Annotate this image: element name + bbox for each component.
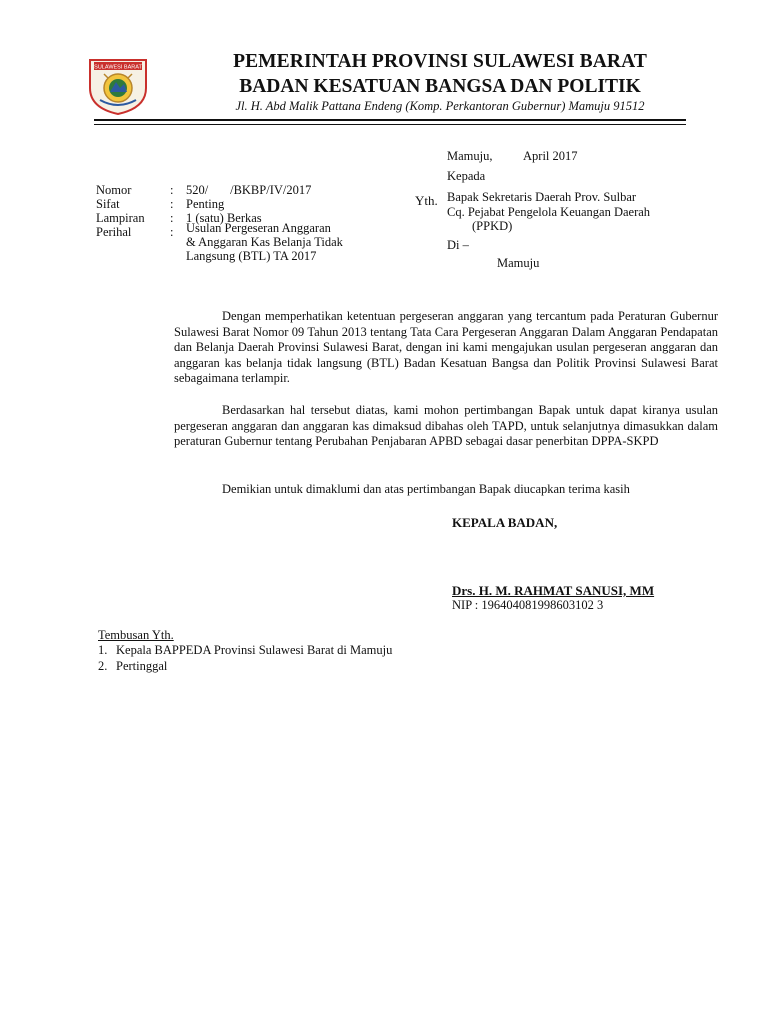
meta-sep-perihal: : (170, 225, 174, 239)
signature-title: KEPALA BADAN, (452, 515, 558, 530)
agency-address: Jl. H. Abd Malik Pattana Endeng (Komp. Perkantoran Gubernur) Mamuju 91512 (235, 99, 645, 113)
government-name: PEMERINTAH PROVINSI SULAWESI BARAT (233, 51, 647, 72)
letterhead-rule-thin (94, 124, 686, 125)
tembusan-num-2: 2. (98, 659, 108, 673)
meta-sep-lampiran: : (170, 211, 174, 225)
logo-lettering: SULAWESI BARAT (94, 64, 142, 71)
tembusan-item-1: Kepala BAPPEDA Provinsi Sulawesi Barat di Mamuju (116, 643, 393, 657)
meta-label-lampiran: Lampiran (96, 211, 145, 225)
letterhead-rule-thick (94, 119, 686, 121)
provincial-logo (86, 54, 150, 116)
recipient-city: Mamuju (497, 256, 540, 270)
recipient-line-2: Cq. Pejabat Pengelola Keuangan Daerah (447, 205, 651, 219)
meta-value-sifat: Penting (186, 197, 225, 211)
kepada-label: Kepada (447, 169, 486, 183)
date-city: Mamuju, (447, 149, 493, 163)
recipient-line-1: Bapak Sekretaris Daerah Prov. Sulbar (447, 190, 637, 204)
meta-value-perihal: Usulan Pergeseran Anggaran (186, 221, 331, 235)
letter-date: April 2017 (523, 149, 578, 163)
tembusan-heading: Tembusan Yth. (98, 628, 174, 642)
agency-name: BADAN KESATUAN BANGSA DAN POLITIK (239, 76, 641, 97)
meta-value-nomor: 520/ /BKBP/IV/2017 (186, 183, 312, 197)
meta-label-sifat: Sifat (96, 197, 120, 211)
meta-sep-nomor: : (170, 183, 174, 197)
perihal-continuation-2: Langsung (BTL) TA 2017 (186, 249, 317, 263)
meta-label-perihal: Perihal (96, 225, 132, 239)
signatory-name: Drs. H. M. RAHMAT SANUSI, MM (452, 583, 655, 598)
signatory-nip: NIP : 196404081998603102 3 (452, 598, 604, 612)
meta-sep-sifat: : (170, 197, 174, 211)
tembusan-item-2: Pertinggal (116, 659, 168, 673)
meta-label-nomor: Nomor (96, 183, 132, 197)
meta-value-lampiran: 1 (satu) Berkas (186, 211, 262, 225)
body-paragraph-1: Dengan memperhatikan ketentuan pergeseran anggaran yang tercantum pada Peraturan Gubernur Sulawesi Barat Nomor 09 Tahun 2013 tentang Tata Cara Pergeseran Anggaran Dalam Anggaran Pendapatan dan Belanja Daerah Provinsi Sulawesi Barat, dengan ini kami mengajukan usulan pergeseran anggaran dan anggaran kas belanja tidak langsung (BTL) Badan Kesatuan Bangsa dan Politik Provinsi Sulawesi Barat sebagaimana terlampir. (174, 309, 718, 385)
recipient-di: Di – (447, 238, 469, 252)
tembusan-num-1: 1. (98, 643, 108, 657)
yth-label: Yth. (415, 193, 438, 208)
body-paragraph-3: Demikian untuk dimaklumi dan atas pertimbangan Bapak diucapkan terima kasih (222, 482, 630, 496)
recipient-line-3: (PPKD) (472, 219, 513, 233)
perihal-continuation-1: & Anggaran Kas Belanja Tidak (186, 235, 343, 249)
body-paragraph-2: Berdasarkan hal tersebut diatas, kami mohon pertimbangan Bapak untuk dapat kiranya usulan pergeseran anggaran dan anggaran kas dimaksud dibahas oleh TAPD, untuk selanjutnya dimasukkan dalam peraturan Gubernur tentang Perubahan Penjabaran APBD sebagai dasar penerbitan DPPA-SKPD (174, 403, 718, 448)
